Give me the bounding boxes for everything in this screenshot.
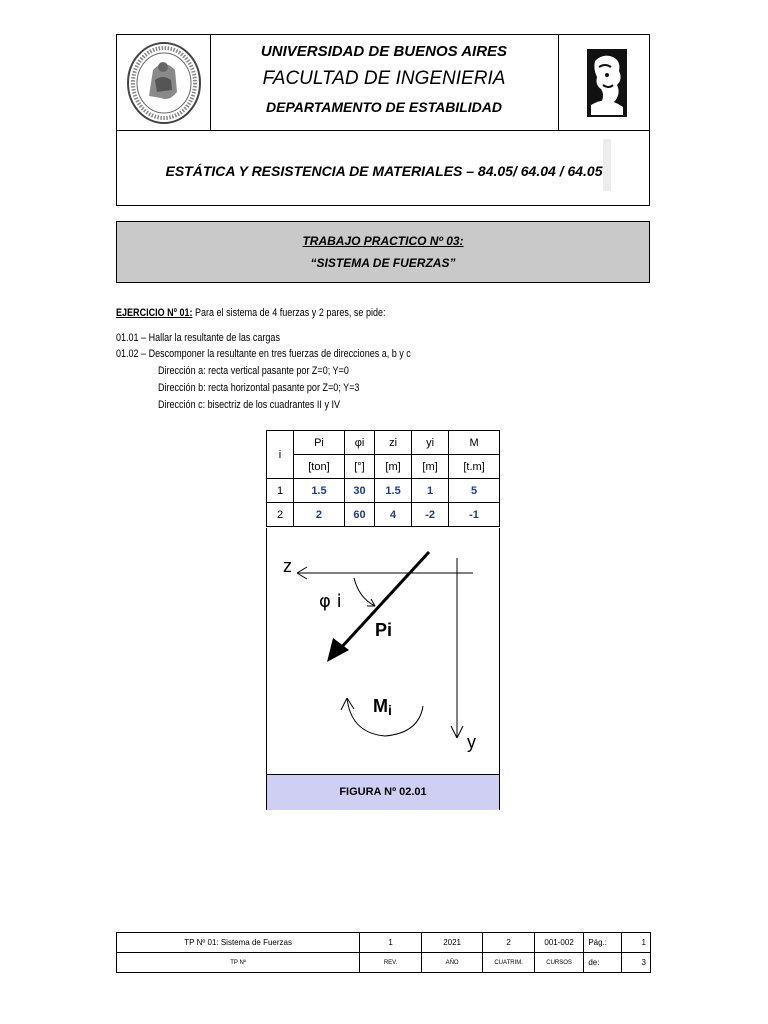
footer-rev: 1 [360, 933, 422, 953]
table-unit-cell: [ton] [294, 455, 345, 479]
faculty-name: FACULTAD DE INGENIERIA [262, 68, 506, 89]
footer-row [117, 933, 651, 953]
department-name: DEPARTAMENTO DE ESTABILIDAD [266, 99, 502, 115]
footer-doc-title: TP Nº 01: Sistema de Fuerzas [117, 933, 360, 953]
table-value-cell: -1 [449, 503, 500, 527]
z-axis-label: z [283, 556, 292, 576]
footer-caption: AÑO [421, 953, 483, 973]
direction-item: Dirección a: recta vertical pasante por Z=0; Y=0 [158, 365, 349, 377]
force-diagram [267, 528, 499, 774]
table-header-cell: M [449, 431, 500, 455]
footer-de-label: de: [584, 953, 621, 973]
footer-row [117, 953, 651, 973]
university-name: UNIVERSIDAD DE BUENOS AIRES [260, 43, 508, 60]
tp-subtitle: “SISTEMA DE FUERZAS” [310, 256, 456, 270]
exercise-intro: Para el sistema de 4 fuerzas y 2 pares, se pide: [192, 307, 386, 319]
university-seal-icon [125, 40, 203, 126]
exercise-item: 01.01 – Hallar la resultante de las cargas [116, 332, 280, 344]
figure-caption: FIGURA Nº 02.01 [267, 774, 499, 810]
phi-label: φ i [319, 591, 342, 612]
exercise-label: EJERCICIO Nº 01: [116, 307, 193, 319]
header-divider [117, 130, 649, 131]
table-value-cell: 5 [449, 479, 500, 503]
table-header-cell: yi [412, 431, 449, 455]
table-header-row [267, 431, 500, 455]
footer-caption: TP Nº [117, 953, 360, 973]
table-value-cell: 1.5 [294, 479, 345, 503]
footer-year: 2021 [421, 933, 483, 953]
table-value-cell: 1 [412, 479, 449, 503]
footer-table [116, 932, 651, 973]
tp-title-box [116, 221, 650, 283]
angle-arc [354, 578, 375, 606]
moment-label: Mi [373, 696, 392, 718]
footer-caption: CUATRIM. [483, 953, 534, 973]
footer-cuatrim: 2 [483, 933, 534, 953]
minerva-head-icon [583, 45, 631, 121]
force-label: Pi [375, 620, 393, 640]
exercise-item: 01.02 – Descomponer la resultante en tres fuerzas de direcciones a, b y c [116, 348, 411, 360]
table-unit-cell: [°] [344, 455, 374, 479]
table-value-cell: 60 [344, 503, 374, 527]
tp-title: TRABAJO PRACTICO Nº 03: [302, 234, 464, 248]
table-value-cell: 4 [375, 503, 412, 527]
table-index-cell: 1 [267, 479, 294, 503]
table-unit-cell: [m] [375, 455, 412, 479]
direction-item: Dirección c: bisectriz de los cuadrantes II y IV [158, 399, 340, 411]
table-header-cell: Pi [294, 431, 345, 455]
table-value-cell: -2 [412, 503, 449, 527]
y-axis-label: y [467, 732, 476, 752]
table-header-cell: zi [375, 431, 412, 455]
footer-caption: CURSOS [534, 953, 583, 973]
force-figure [266, 528, 500, 810]
document-header [116, 34, 650, 206]
table-row [267, 503, 500, 527]
table-unit-cell: [m] [412, 455, 449, 479]
forces-table [266, 430, 500, 527]
table-value-cell: 2 [294, 503, 345, 527]
table-value-cell: 1.5 [375, 479, 412, 503]
exercise-heading [116, 307, 386, 319]
table-value-cell: 30 [344, 479, 374, 503]
footer-pag-label: Pág.: [584, 933, 621, 953]
table-index-cell: 2 [267, 503, 294, 527]
table-header-cell: i [267, 431, 294, 479]
header-divider [558, 35, 559, 130]
footer-pag-value: 1 [621, 933, 650, 953]
course-title: ESTÁTICA Y RESISTENCIA DE MATERIALES – 84.05/ 64.04 / 64.05 [165, 163, 603, 179]
footer-de-value: 3 [621, 953, 650, 973]
table-unit-cell: [t.m] [449, 455, 500, 479]
direction-item: Dirección b: recta horizontal pasante por Z=0; Y=3 [158, 382, 360, 394]
footer-caption: REV. [360, 953, 422, 973]
footer-cursos: 001-002 [534, 933, 583, 953]
table-header-cell: φi [344, 431, 374, 455]
table-units-row [267, 455, 500, 479]
table-row [267, 479, 500, 503]
